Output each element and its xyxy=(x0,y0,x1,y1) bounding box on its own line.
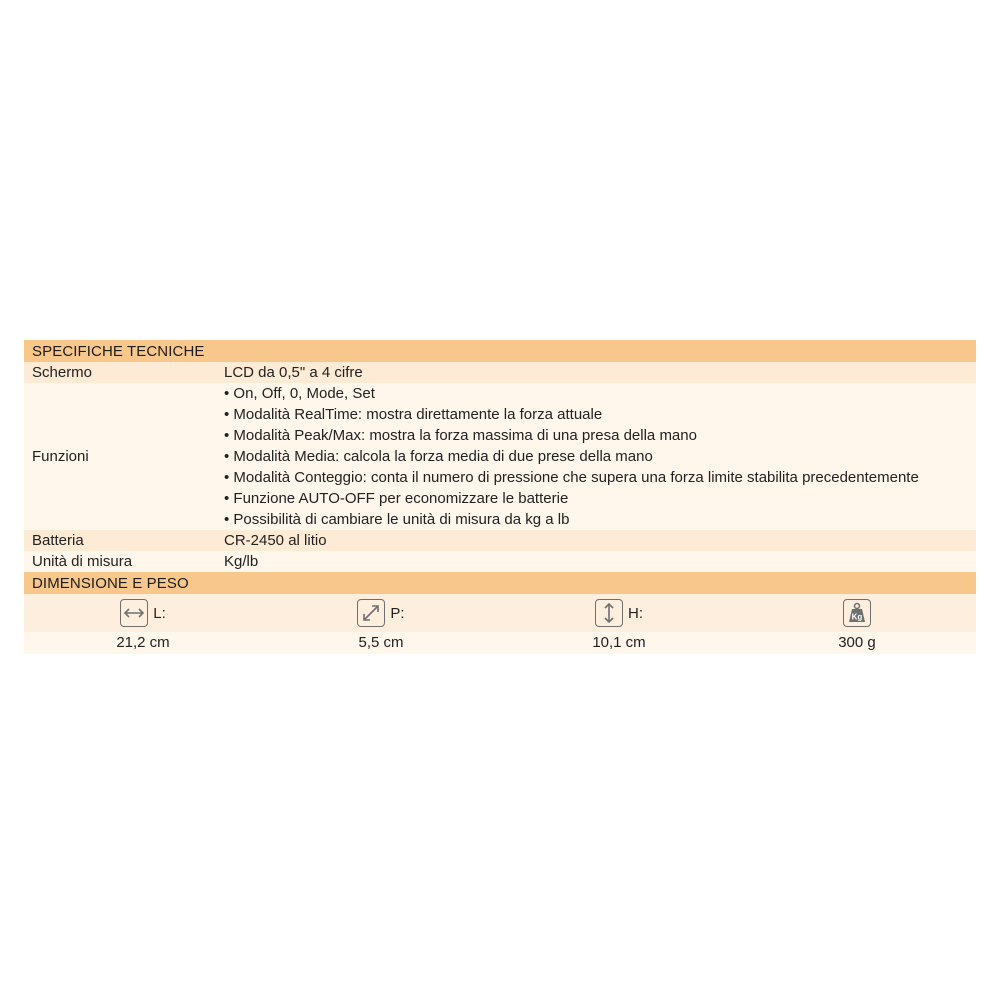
spec-row-schermo xyxy=(24,362,976,383)
weight-kg-icon xyxy=(843,599,871,627)
list-item: • On, Off, 0, Mode, Set xyxy=(224,385,375,402)
dimension-label: L: xyxy=(153,604,166,622)
dimension-value: 5,5 cm xyxy=(358,634,404,651)
spec-value: CR-2450 al litio xyxy=(224,532,327,549)
list-item: • Funzione AUTO-OFF per economizzare le batterie xyxy=(224,490,569,507)
dimension-depth xyxy=(262,594,500,632)
spec-row-batteria xyxy=(24,530,976,551)
spec-value: Kg/lb xyxy=(224,553,259,570)
list-item: • Modalità Media: calcola la forza media di due prese della mano xyxy=(224,448,653,465)
spec-value-list xyxy=(224,383,976,530)
spec-label: Funzioni xyxy=(32,448,89,465)
list-item: • Possibilità di cambiare le unità di misura da kg a lb xyxy=(224,511,570,528)
spec-row-unita xyxy=(24,551,976,572)
length-arrow-icon xyxy=(120,599,148,627)
list-item: • Modalità RealTime: mostra direttamente la forza attuale xyxy=(224,406,603,423)
spec-value: LCD da 0,5" a 4 cifre xyxy=(224,364,363,381)
specs-table xyxy=(24,340,976,654)
dimension-value: 21,2 cm xyxy=(116,634,170,651)
spec-label: Unità di misura xyxy=(32,552,133,570)
weight-icon-text: Kg xyxy=(851,612,863,622)
dimension-header: DIMENSIONE E PESO xyxy=(24,572,976,594)
dimension-length xyxy=(24,594,262,632)
list-item: • Modalità Conteggio: conta il numero di pressione che supera una forza limite stabilita precedentemente xyxy=(224,469,919,486)
dimension-weight xyxy=(738,594,976,632)
spec-row-funzioni xyxy=(24,383,976,530)
dimension-value: 10,1 cm xyxy=(592,634,646,651)
height-arrow-icon xyxy=(595,599,623,627)
specs-header: SPECIFICHE TECNICHE xyxy=(24,340,976,362)
dimension-value: 300 g xyxy=(838,634,876,651)
depth-arrow-icon xyxy=(357,599,385,627)
spec-label: Schermo xyxy=(32,363,93,381)
dimension-icons-row xyxy=(24,594,976,632)
list-item: • Modalità Peak/Max: mostra la forza massima di una presa della mano xyxy=(224,427,697,444)
dimension-label: P: xyxy=(390,604,405,622)
dimension-label: H: xyxy=(628,604,643,622)
dimension-height xyxy=(500,594,738,632)
dimension-values-row xyxy=(24,632,976,654)
spec-label: Batteria xyxy=(32,531,84,549)
